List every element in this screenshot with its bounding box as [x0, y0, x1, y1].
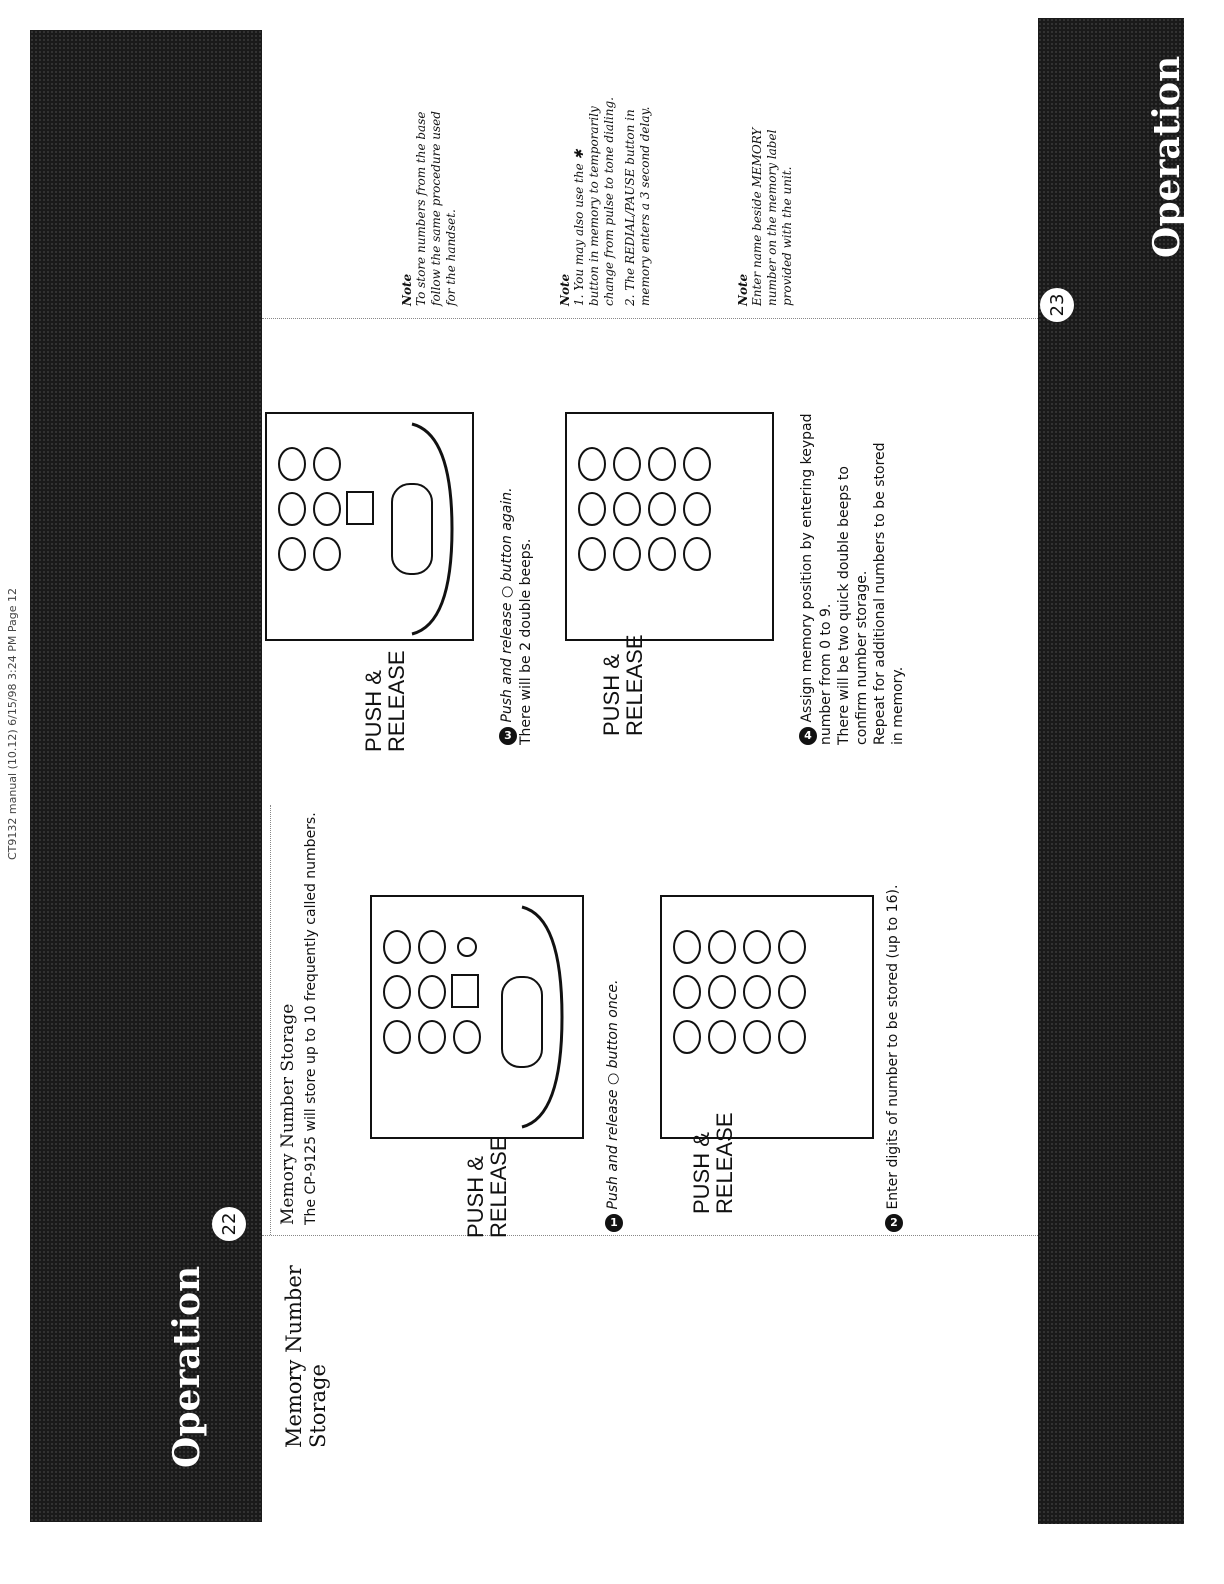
keypad-diagram-4: [565, 412, 774, 641]
note-2: Note 1. You may also use the ✱ button in memory to temporarily change from pulse to tone dialing. 2. The REDIAL/PAUSE button in memory enters a 3 second delay.: [558, 97, 652, 306]
callout-push-release-1: PUSH & RELEASE: [463, 1136, 511, 1238]
notes-divider: [262, 318, 1038, 319]
right-section-label: Operation: [1146, 55, 1188, 258]
step-2: 2 Enter digits of number to be stored (up to 16).: [884, 885, 903, 1232]
step-3: 3 Push and release ○ button again. There will be 2 double beeps.: [499, 487, 534, 745]
note-1: Note To store numbers from the base follow the same procedure used for the handset.: [400, 111, 458, 306]
column-divider: [270, 805, 271, 1235]
section-heading: Memory Number Storage: [278, 1003, 298, 1225]
intro-text: The CP-9125 will store up to 10 frequently called numbers.: [303, 812, 319, 1225]
keypad-diagram-1: [370, 895, 584, 1139]
callout-push-release-3: PUSH & RELEASE: [361, 650, 409, 752]
left-page-number: 22: [212, 1207, 246, 1241]
callout-push-release-4: PUSH & RELEASE: [599, 634, 647, 736]
step-1: 1 Push and release ○ button once.: [604, 980, 623, 1232]
file-header: CT9132 manual (10.12) 6/15/98 3:24 PM Page 12: [6, 588, 19, 860]
side-title: Memory Number Storage: [282, 1265, 330, 1448]
left-section-label: Operation: [166, 1265, 208, 1468]
right-page-number: 23: [1040, 288, 1074, 322]
left-section-band: [30, 30, 262, 1522]
section-divider: [262, 1235, 1038, 1236]
note-3: Note Enter name beside MEMORY number on the memory label provided with the unit.: [736, 127, 794, 306]
callout-push-release-2: PUSH & RELEASE: [689, 1112, 737, 1214]
step-4: 4 Assign memory position by entering keypad number from 0 to 9. There will be two quick double beeps to confirm number storage. Repeat for additional numbers to be stored in memory.: [799, 413, 906, 745]
keypad-diagram-3: [265, 412, 474, 641]
